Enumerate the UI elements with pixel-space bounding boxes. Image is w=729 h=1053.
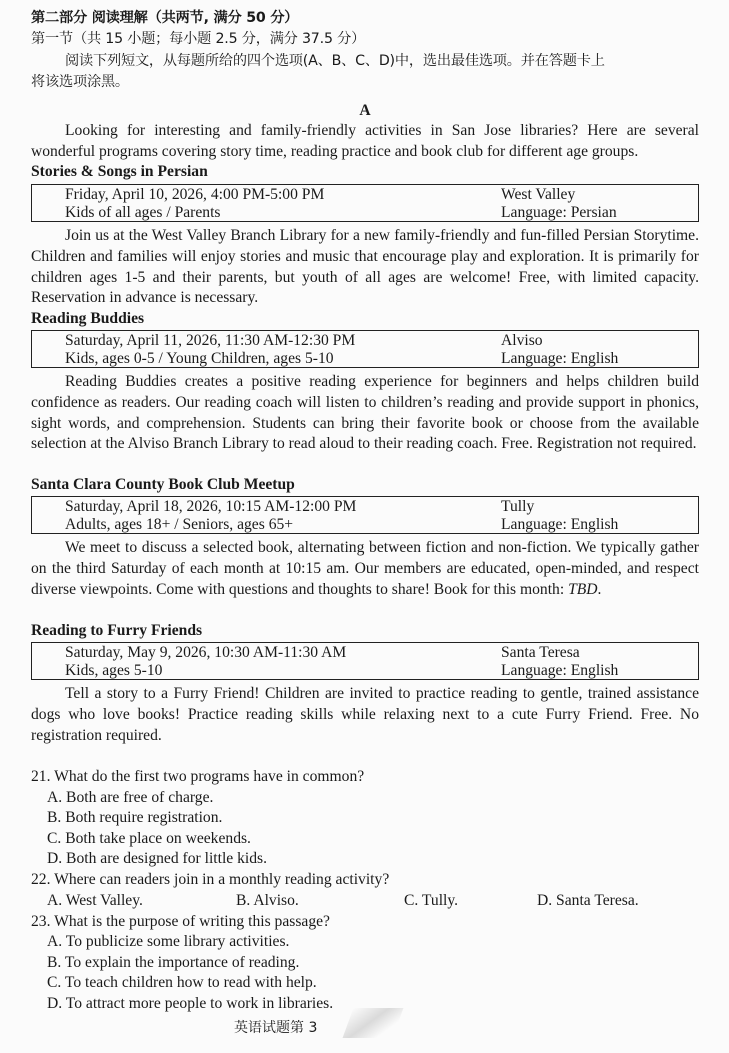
program-title: Reading Buddies (31, 310, 145, 327)
program-title: Santa Clara County Book Club Meetup (31, 476, 295, 493)
section-title: 第一节（共 15 小题；每小题 2.5 分，满分 37.5 分） (31, 31, 366, 47)
program-language: Language: English (501, 516, 619, 533)
answer-option[interactable]: D. Santa Teresa. (537, 892, 639, 909)
page-curl-shadow (343, 1008, 404, 1038)
instructions-line-2: 将该选项涂黑。 (31, 74, 129, 90)
answer-option[interactable]: A. Both are free of charge. (47, 789, 214, 806)
program-description (31, 226, 699, 309)
program-datetime: Saturday, April 11, 2026, 11:30 AM-12:30 PM (65, 332, 356, 349)
instructions-line-1: 阅读下列短文，从每题所给的四个选项(A、B、C、D)中，选出最佳选项。并在答题卡上 (65, 53, 605, 69)
answer-option[interactable]: B. Alviso. (236, 892, 299, 909)
program-description (31, 684, 699, 746)
program-description-end: . (597, 580, 602, 598)
program-description (31, 372, 699, 455)
program-description-text: Reading Buddies creates a positive reading experience for beginners and helps children build confidence as readers. Our reading coach will listen to children’s reading and provide support in phonics, sight words, and comprehension. Students can bring their favorite book or choose from the available selection at the Alviso Branch Library to read aloud to their reading coach. Free. Registration not required. (31, 373, 699, 453)
program-audience: Kids, ages 5-10 (65, 662, 163, 679)
program-info-box (31, 184, 699, 222)
program-language: Language: English (501, 350, 619, 367)
question-stem: 22. Where can readers join in a monthly reading activity? (31, 871, 390, 888)
program-audience: Kids, ages 0-5 / Young Children, ages 5-10 (65, 350, 334, 367)
answer-option[interactable]: D. Both are designed for little kids. (47, 850, 268, 867)
program-datetime: Friday, April 10, 2026, 4:00 PM-5:00 PM (65, 186, 325, 203)
program-language: Language: English (501, 662, 619, 679)
program-info-box (31, 642, 699, 680)
program-audience: Adults, ages 18+ / Seniors, ages 65+ (65, 516, 294, 533)
page-footer: 英语试题第 3 (234, 1020, 318, 1036)
passage-intro (31, 121, 699, 163)
program-title: Stories & Songs in Persian (31, 163, 208, 180)
answer-option[interactable]: B. To explain the importance of reading. (47, 954, 300, 971)
program-title: Reading to Furry Friends (31, 622, 203, 639)
program-description-text: We meet to discuss a selected book, alternating between fiction and non-fiction. We typically gather on the third Saturday of each month at 10:15 am. Our members are educated, open-minded, and respect diverse viewpoints. Come with questions and thoughts to share! Book for this month: (31, 539, 699, 598)
program-location: West Valley (501, 186, 576, 203)
part-title: 第二部分 阅读理解（共两节, 满分 50 分） (31, 10, 299, 26)
answer-option[interactable]: A. To publicize some library activities. (47, 933, 290, 950)
answer-option[interactable]: C. Tully. (404, 892, 459, 909)
program-info-box (31, 496, 699, 534)
answer-option[interactable]: B. Both require registration. (47, 809, 223, 826)
question-stem: 21. What do the first two programs have in common? (31, 768, 365, 785)
program-datetime: Saturday, May 9, 2026, 10:30 AM-11:30 AM (65, 644, 347, 661)
program-info-box (31, 330, 699, 368)
answer-option[interactable]: C. Both take place on weekends. (47, 830, 251, 847)
program-location: Santa Teresa (501, 644, 580, 661)
answer-option[interactable]: D. To attract more people to work in libraries. (47, 995, 334, 1012)
passage-intro-text: Looking for interesting and family-friendly activities in San Jose libraries? Here are several wonderful programs covering story time, reading practice and book club for different age groups. (31, 122, 699, 160)
program-location: Tully (501, 498, 535, 515)
program-datetime: Saturday, April 18, 2026, 10:15 AM-12:00 PM (65, 498, 357, 515)
program-location: Alviso (501, 332, 543, 349)
book-title-tbd: TBD (568, 580, 598, 598)
answer-option[interactable]: A. West Valley. (47, 892, 143, 909)
program-description-text: Tell a story to a Furry Friend! Children are invited to practice reading to gentle, trained assistance dogs who love books! Practice reading skills while relaxing next to a cute Furry Friend. Free. No registration required. (31, 685, 699, 744)
program-description-text: Join us at the West Valley Branch Library for a new family-friendly and fun-filled Persian Storytime. Children and families will enjoy stories and music that encourage play and exploration. It is primarily for children ages 1-5 and their parents, but youth of all ages are welcome! Free, with limited capacity. Reservation in advance is necessary. (31, 227, 699, 307)
passage-label: A (359, 102, 371, 119)
program-description (31, 538, 699, 600)
question-stem: 23. What is the purpose of writing this passage? (31, 913, 330, 930)
program-audience: Kids of all ages / Parents (65, 204, 221, 221)
answer-option[interactable]: C. To teach children how to read with help. (47, 974, 317, 991)
program-language: Language: Persian (501, 204, 617, 221)
